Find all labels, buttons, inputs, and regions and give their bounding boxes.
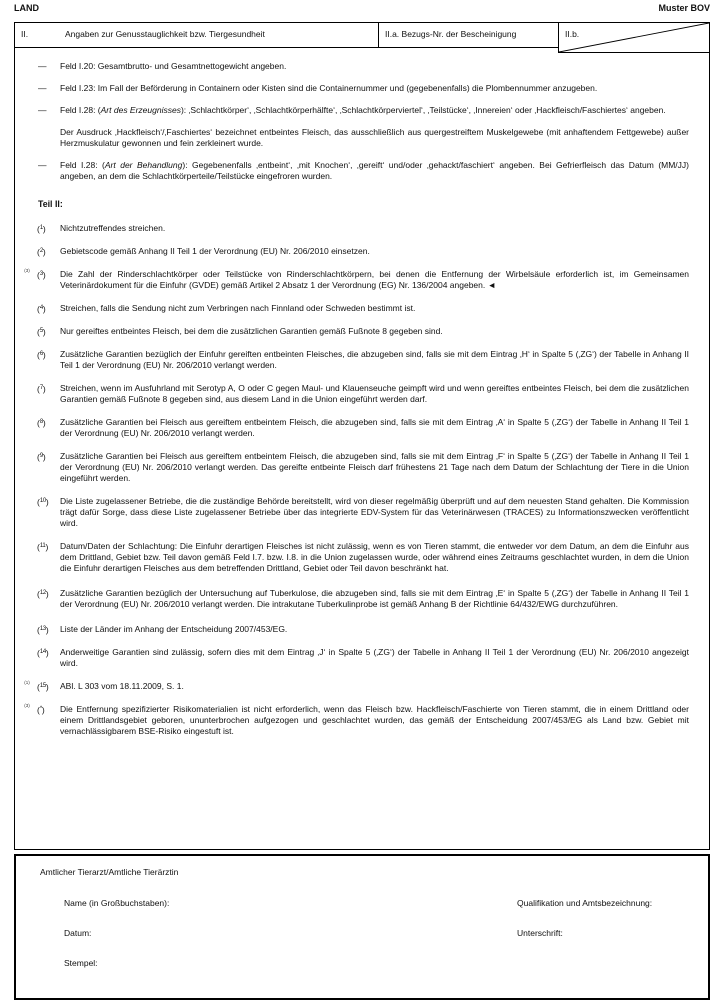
footnote-text: Datum/Daten der Schlachtung: Die Einfuhr derartigen Fleisches ist nicht zulässig, wenn es von Tieren stammt, die entweder vor dem Datum, an dem die Einfuhr aus dem Drittland, Gebiet bzw. Teil davon gemäß Feld I.7. bzw. I.8. in die Union zugelassen wurde, oder während eines Zeitraums geschlachtet wurden, in dem die Union die Einfuhr derartigen Fleisches aus dem betreffenden Drittland, Gebiet oder Teil davon beschränkt hat. bbox=[60, 541, 689, 573]
footnote-3 bbox=[24, 268, 689, 291]
footnote-12 bbox=[39, 588, 689, 610]
reference-number-cell: II.a. Bezugs-Nr. der Bescheinigung bbox=[378, 23, 558, 47]
field-note-text: Feld I.20: Gesamtbrutto- und Gesamtnettogewicht angeben. bbox=[60, 61, 287, 71]
footnote-text: Die Entfernung spezifizierter Risikomaterialien ist nicht erforderlich, wenn das Fleisch bzw. Hackfleisch/Faschierte von Tieren stammt, die in einem Drittland oder einem Drittlandsgebiet geboren, ununterbrochen aufgezogen und geschlachtet wurden, das gemäß der Entscheidung 2007/453/EG als Land bzw. Gebiet mit vernachlässigbarem BSE-Risiko eingestuft ist. bbox=[60, 704, 689, 736]
footnote-1 bbox=[39, 223, 689, 234]
model-label: Muster BOV bbox=[658, 3, 710, 13]
date-field-label: Datum: bbox=[64, 928, 92, 938]
field-note-i20 bbox=[60, 61, 689, 72]
footnote-15 bbox=[24, 680, 689, 692]
footnote-marker: ( $^5$ ) bbox=[37, 326, 46, 338]
footnote-marker: ( $^9$ ) bbox=[37, 451, 46, 463]
part-title-cell: Angaben zur Genusstauglichkeit bzw. Tiergesundheit bbox=[65, 29, 265, 39]
footnote-marker: ( $^{12}$ ) bbox=[37, 588, 49, 600]
footnote-text: Zusätzliche Garantien bezüglich der Untersuchung auf Tuberkulose, die abzugeben sind, falls sie mit dem Eintrag ‚E‘ in Spalte 5 (‚ZG‘) der Tabelle in Anhang II Teil 1 der Verordnung (EU) Nr. 206/2010 verlangt werden. Die intrakutane Tuberkulinprobe ist gemäß Anhang B der Richtlinie 64/432/EWG durchzuführen. bbox=[60, 588, 689, 609]
footnote-14 bbox=[39, 647, 689, 669]
iib-cell bbox=[558, 22, 710, 53]
field-note-text: Feld I.23: Im Fall der Beförderung in Containern oder Kisten sind die Containernummer und (gegebenenfalls) die Plombennummer anzugeben. bbox=[60, 83, 598, 93]
diagonal-line-icon bbox=[559, 23, 709, 52]
footnote-8 bbox=[39, 417, 689, 439]
amendment-mark: (1) bbox=[24, 680, 30, 686]
footnote-marker: ( $^4$ ) bbox=[37, 303, 46, 315]
footnote-7 bbox=[39, 383, 689, 405]
veterinarian-title: Amtlicher Tierarzt/Amtliche Tierärztin bbox=[40, 867, 179, 877]
amendment-mark: (3) bbox=[24, 703, 30, 709]
country-label: LAND bbox=[14, 3, 39, 13]
footnote-marker: ( $^{13}$ ) bbox=[37, 624, 49, 636]
iib-label: II.b. bbox=[565, 29, 580, 39]
footnote-marker: ( $^2$ ) bbox=[37, 246, 46, 258]
footnote-5 bbox=[39, 326, 689, 337]
official-veterinarian-box bbox=[14, 854, 710, 1000]
footnote-11 bbox=[39, 541, 689, 574]
signature-field-label: Unterschrift: bbox=[517, 928, 563, 938]
footnote-text: Die Liste zugelassener Betriebe, die die zuständige Behörde bereitstellt, wird von dieser regelmäßig überprüft und auf dem neuesten Stand gehalten. Die Kommission trägt dafür Sorge, dass diese Liste zugelassener Betriebe über das integrierte EDV-System für das Veterinärwesen (TRACES) zu Informationszwecken veröffentlicht wird. bbox=[60, 496, 689, 528]
field-note-text: ): ‚Schlachtkörper‘, ‚Schlachtkörperhälfte‘, ‚Schlachtkörperviertel‘, ‚Teilstücke‘, ‚Innereien‘ oder ‚Hackfleisch/Faschiertes‘ angeben. bbox=[180, 105, 666, 115]
footnote-marker: ( $^{11}$ ) bbox=[37, 541, 48, 553]
footnote-text: Die Zahl der Rinderschlachtkörper oder Teilstücke von Rinderschlachtkörpern, bei denen die Entfernung der Wirbelsäule erforderlich ist, im Gemeinsamen Veterinärdokument für die Einfuhr (GVDE) gemäß Artikel 2 Absatz 1 der Verordnung (EG) Nr. 136/2004 angeben. ◄ bbox=[60, 269, 689, 290]
part-number-cell: II. bbox=[21, 29, 29, 39]
certificate-header-row bbox=[14, 22, 559, 48]
qualification-field-label: Qualifikation und Amtsbezeichnung: bbox=[517, 898, 653, 908]
field-note-text: Feld I.28: ( bbox=[60, 160, 105, 170]
field-note-i28-subparagraph bbox=[60, 127, 689, 149]
footnote-text: ABl. L 303 vom 18.11.2009, S. 1. bbox=[60, 681, 184, 691]
footnote-text: Zusätzliche Garantien bei Fleisch aus gereiftem entbeintem Fleisch, die abzugeben sind, falls sie mit dem Eintrag ‚A‘ in Spalte 5 (‚ZG‘) der Tabelle in Anhang II Teil 1 der Verordnung (EU) Nr. 206/2010 verlangt werden. bbox=[60, 417, 689, 438]
part-ii-heading: Teil II: bbox=[38, 199, 63, 209]
name-field-label: Name (in Großbuchstaben): bbox=[64, 898, 170, 908]
footnote-text: Zusätzliche Garantien bei Fleisch aus gereiftem entbeintem Fleisch, die abzugeben sind, falls sie mit dem Eintrag ‚F‘ in Spalte 5 (‚ZG‘) der Tabelle in Anhang II Teil 1 der Verordnung (EU) Nr. 206/2010 verlangt werden. Das gereifte entbeinte Fleisch darf frühestens 21 Tage nach dem Datum der Schlachtung der Tiere in die Union eingeführt werden. bbox=[60, 451, 689, 483]
field-note-italic: Art des Erzeugnisses bbox=[100, 105, 181, 115]
field-note-i23 bbox=[60, 83, 689, 94]
notes-content-box bbox=[14, 47, 710, 850]
footnote-marker: ( $^{10}$ ) bbox=[37, 496, 49, 508]
footnote-2 bbox=[39, 246, 689, 257]
footnote-marker: ( $^3$ ) bbox=[37, 269, 46, 281]
footnote-text: Streichen, falls die Sendung nicht zum Verbringen nach Finnland oder Schweden bestimmt ist. bbox=[60, 303, 416, 313]
field-note-italic: Art der Behandlung bbox=[104, 160, 183, 170]
footnote-asterisk bbox=[24, 703, 689, 737]
footnote-text: Zusätzliche Garantien bezüglich der Einfuhr gereiften entbeinten Fleisches, die abzugeben sind, falls sie mit dem Eintrag ‚H‘ in Spalte 5 (‚ZG‘) der Tabelle in Anhang II Teil 1 der Verordnung (EU) Nr. 206/2010 verlangt werden. bbox=[60, 349, 689, 370]
footnote-text: Streichen, wenn im Ausfuhrland mit Serotyp A, O oder C gegen Maul- und Klauenseuche geimpft wird und wenn gereiftes entbeintes Fleisch, bei dem die zusätzlichen Garantien gemäß Fußnote 8 gegeben sind, aus diesem Land in die Union eingeführt werden darf. bbox=[60, 383, 689, 404]
stamp-field-label: Stempel: bbox=[64, 958, 98, 968]
footnote-9 bbox=[39, 451, 689, 484]
page-top-labels bbox=[14, 3, 710, 13]
footnote-text: Gebietscode gemäß Anhang II Teil 1 der Verordnung (EU) Nr. 206/2010 einsetzen. bbox=[60, 246, 370, 256]
footnote-marker: ( $^{15}$ ) bbox=[37, 681, 49, 693]
footnote-10 bbox=[39, 496, 689, 529]
footnote-6 bbox=[39, 349, 689, 371]
footnote-13 bbox=[39, 624, 689, 635]
footnote-marker: ( $^8$ ) bbox=[37, 417, 46, 429]
footnote-text: Anderweitige Garantien sind zulässig, sofern dies mit dem Eintrag ‚J‘ in Spalte 5 (‚ZG‘) der Tabelle in Anhang II Teil 1 der Verordnung (EU) Nr. 206/2010 angezeigt wird. bbox=[60, 647, 689, 668]
footnote-marker: ( $^1$ ) bbox=[37, 223, 46, 235]
field-note-text: Der Ausdruck ‚Hackfleisch‘/‚Faschiertes‘ bezeichnet entbeintes Fleisch, das ausschließlich aus quergestreiftem Muskelgewebe (mit anhaftendem Fettgewebe) außer Herzmuskulatur gewonnen und fein zerkleinert wurde. bbox=[60, 127, 689, 148]
footnote-text: Liste der Länder im Anhang der Entscheidung 2007/453/EG. bbox=[60, 624, 288, 634]
field-note-i28-product bbox=[60, 105, 689, 149]
amendment-mark: (3) bbox=[24, 268, 30, 274]
footnote-marker: ( $^6$ ) bbox=[37, 349, 46, 361]
footnote-marker: ( $^{14}$ ) bbox=[37, 647, 49, 659]
field-note-text: ): Gegebenenfalls ‚entbeint‘, ‚mit Knochen‘, ‚gereift‘ und/oder ‚gehackt/faschiert‘ angeben. Bei Gefrierfleisch das Datum (MM/JJ) angeben, an dem die Schlachtkörperteile/Teilstücke eingefroren wurden. bbox=[60, 160, 689, 181]
footnote-marker: ( * ) bbox=[37, 704, 45, 716]
field-note-i28-treatment bbox=[60, 160, 689, 182]
field-note-text: Feld I.28: ( bbox=[60, 105, 101, 115]
footnote-text: Nur gereiftes entbeintes Fleisch, bei dem die zusätzlichen Garantien gemäß Fußnote 8 gegeben sind. bbox=[60, 326, 443, 336]
footnote-4 bbox=[39, 303, 689, 314]
footnote-text: Nichtzutreffendes streichen. bbox=[60, 223, 166, 233]
footnote-marker: ( $^7$ ) bbox=[37, 383, 46, 395]
